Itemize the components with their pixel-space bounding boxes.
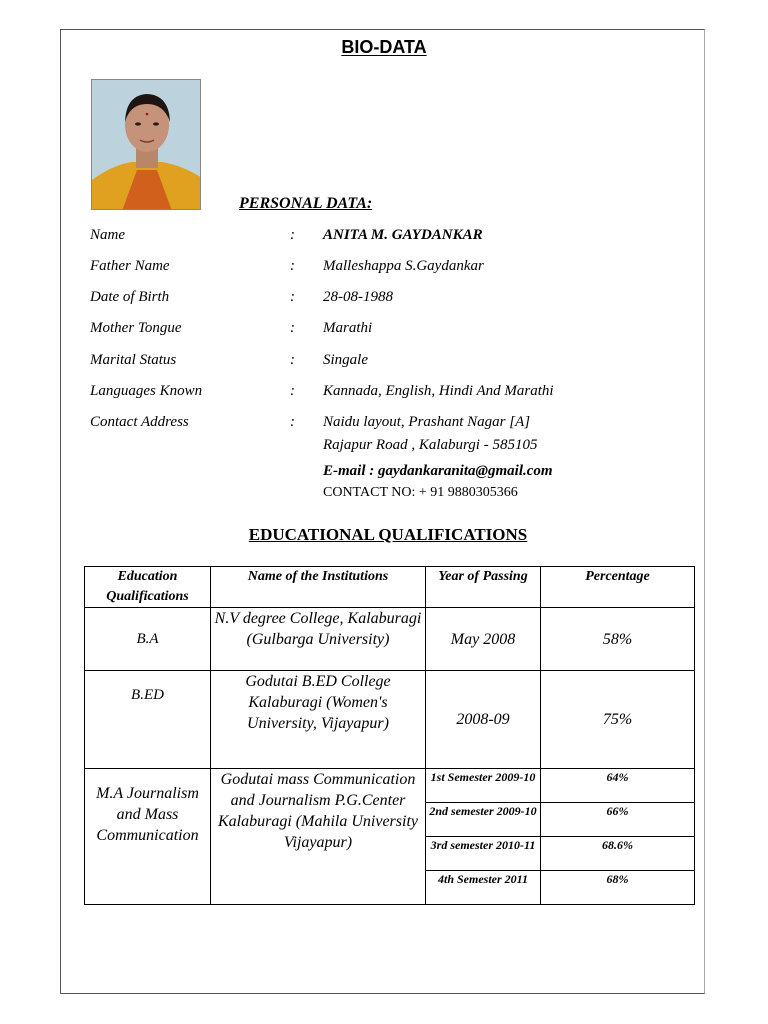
semester-2-year: 2nd semester 2009-10 [426, 803, 541, 837]
document-title: BIO-DATA [341, 37, 427, 57]
education-table [84, 566, 695, 905]
field-colon: : [290, 352, 295, 368]
table-row [85, 769, 695, 803]
field-colon: : [290, 383, 295, 399]
percentage-ba: 58% [541, 608, 695, 671]
field-label: Mother Tongue [90, 320, 182, 336]
contact-number-text: CONTACT NO: + 91 9880305366 [323, 485, 518, 500]
header-year-of-passing: Year of Passing [426, 567, 541, 608]
field-colon: : [290, 227, 295, 243]
year-bed: 2008-09 [426, 671, 541, 769]
field-label: Date of Birth [90, 289, 170, 305]
semester-3-year: 3rd semester 2010-11 [426, 837, 541, 871]
field-label: Languages Known [90, 383, 203, 399]
header-institution: Name of the Institutions [211, 567, 426, 608]
qualification-bed: B.ED [85, 671, 211, 769]
table-row [85, 608, 695, 671]
qualification-ma: M.A Journalism and Mass Communication [85, 769, 211, 905]
field-label: Contact Address [90, 414, 189, 430]
field-value: Kannada, English, Hindi And Marathi [323, 383, 554, 399]
table-row [85, 671, 695, 769]
email-text: E-mail : gaydankaranita@gmail.com [323, 463, 553, 479]
personal-data-heading: PERSONAL DATA: [239, 195, 373, 212]
institution-ba: N.V degree College, Kalaburagi (Gulbarga University) [211, 608, 426, 671]
field-value: 28-08-1988 [323, 289, 393, 305]
semester-2-percentage: 66% [541, 803, 695, 837]
field-value: Singale [323, 352, 368, 368]
semester-4-year: 4th Semester 2011 [426, 871, 541, 905]
header-percentage: Percentage [541, 567, 695, 608]
profile-photo [91, 79, 201, 210]
header-education-qualifications: Education Qualifications [85, 567, 211, 608]
field-label: Marital Status [90, 352, 177, 368]
field-value: ANITA M. GAYDANKAR [323, 227, 483, 243]
qualification-ba: B.A [85, 608, 211, 671]
field-value: Malleshappa S.Gaydankar [323, 258, 484, 274]
field-colon: : [290, 258, 295, 274]
field-value: Naidu layout, Prashant Nagar [A] [323, 414, 531, 430]
semester-3-percentage: 68.6% [541, 837, 695, 871]
field-value: Marathi [323, 320, 373, 336]
institution-ma: Godutai mass Communication and Journalism P.G.Center Kalaburagi (Mahila University Vijayapur) [211, 769, 426, 905]
semester-1-percentage: 64% [541, 769, 695, 803]
field-colon: : [290, 414, 295, 430]
education-heading: EDUCATIONAL QUALIFICATIONS [248, 525, 528, 544]
field-colon: : [290, 320, 295, 336]
institution-bed: Godutai B.ED College Kalaburagi (Women's University, Vijayapur) [211, 671, 426, 769]
percentage-bed: 75% [541, 671, 695, 769]
field-label: Father Name [90, 258, 170, 274]
field-label: Name [90, 227, 125, 243]
address-line-2: Rajapur Road , Kalaburgi - 585105 [323, 437, 538, 453]
semester-1-year: 1st Semester 2009-10 [426, 769, 541, 803]
field-colon: : [290, 289, 295, 305]
year-ba: May 2008 [426, 608, 541, 671]
person-portrait-icon [92, 80, 201, 210]
table-header-row [85, 567, 695, 608]
semester-4-percentage: 68% [541, 871, 695, 905]
